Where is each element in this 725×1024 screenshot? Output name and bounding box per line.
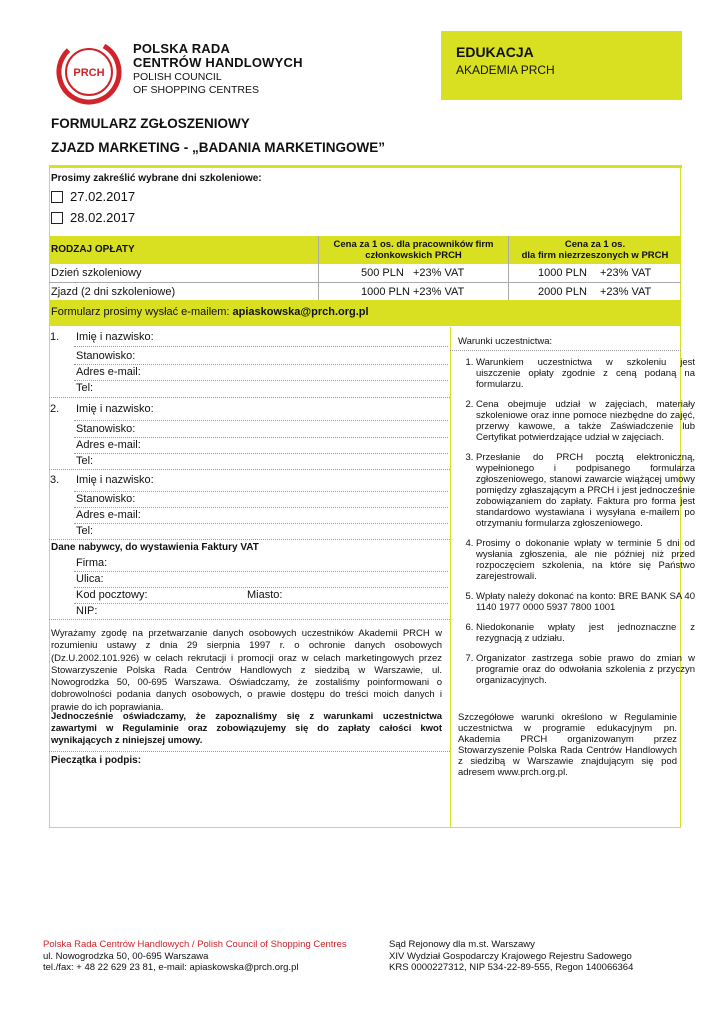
participant-3-number: 3.: [50, 474, 60, 486]
participant-1-position-label: Stanowisko:: [76, 350, 136, 362]
day-checkbox-2[interactable]: [51, 212, 63, 224]
fee-row-1-non-price: 1000 PLN: [538, 267, 587, 279]
buyer-nip-label: NIP:: [76, 605, 98, 617]
non-member-price-header-l2: dla firm niezrzeszonych w PRCH: [521, 250, 669, 261]
member-price-header: [319, 239, 508, 261]
participant-3-position-label: Stanowisko:: [76, 493, 136, 505]
participant-3-position-line[interactable]: [74, 507, 448, 508]
participant-3-tel-label: Tel:: [76, 525, 94, 537]
logo-text: PRCH: [73, 67, 105, 79]
org-name-en-1: POLISH COUNCIL: [133, 71, 222, 83]
participant-2-tel-line[interactable]: [49, 469, 450, 470]
event-title: ZJAZD MARKETING - „BADANIA MARKETINGOWE”: [51, 140, 385, 155]
buyer-firm-line[interactable]: [74, 571, 448, 572]
footer-court: Sąd Rejonowy dla m.st. Warszawy: [389, 939, 535, 950]
fee-row-2-member-vat: +23% VAT: [413, 286, 465, 298]
fee-row-1-name: Dzień szkoleniowy: [51, 267, 142, 279]
footer-contact: tel./fax: + 48 22 629 23 81, e-mail: apiaskowska@prch.org.pl: [43, 962, 299, 973]
participant-2-email-line[interactable]: [74, 453, 448, 454]
buyer-street-label: Ulica:: [76, 573, 104, 585]
non-member-price-header-l1: Cena za 1 os.: [564, 239, 626, 250]
participant-2-email-label: Adres e-mail:: [76, 439, 141, 451]
condition-item-7: 7. Organizator zastrzega sobie prawo do zmian w programie oraz do odwołania szkolenia z przyczyn organizacyjnych.: [476, 653, 695, 686]
regulations-note: Szczegółowe warunki określono w Regulaminie uczestnictwa w programie edukacyjnym pn. Akademia PRCH organizowanym przez Stowarzyszenie Polska Rada Centrów Handlowych z siedzibą w Warszawie znajdującym się pod adresem www.prch.org.pl.: [458, 712, 677, 778]
participant-1-tel-line[interactable]: [49, 397, 450, 398]
education-badge: [441, 31, 682, 100]
participant-3-tel-line[interactable]: [49, 539, 450, 540]
stamp-signature-label: Pieczątka i podpis:: [51, 755, 142, 766]
footer-org-name: Polska Rada Centrów Handlowych / Polish Council of Shopping Centres: [43, 939, 347, 950]
buyer-city-label: Miasto:: [247, 589, 283, 601]
form-title: FORMULARZ ZGŁOSZENIOWY: [51, 116, 250, 131]
buyer-firm-label: Firma:: [76, 557, 108, 569]
days-prompt: Prosimy zakreślić wybrane dni szkoleniowe:: [51, 173, 262, 184]
academy-subtitle: AKADEMIA PRCH: [456, 63, 555, 77]
condition-item-1: 1. Warunkiem uczestnictwa w szkoleniu jest uiszczenie opłaty zgodnie z ceną podaną na formularzu.: [476, 357, 695, 390]
footer-registry: KRS 0000227312, NIP 534-22-89-555, Regon 140066364: [389, 962, 634, 973]
fee-row-1-non-vat: +23% VAT: [600, 267, 652, 279]
participant-1-tel-label: Tel:: [76, 382, 94, 394]
non-member-price-header: [509, 239, 681, 261]
conditions-list: [458, 357, 695, 695]
org-name-pl-1: POLSKA RADA: [133, 41, 231, 56]
email-instruction-bar: [49, 300, 681, 326]
education-title: EDUKACJA: [456, 44, 534, 60]
conditions-divider: [450, 327, 451, 828]
day-label-2: 28.02.2017: [70, 210, 136, 225]
participant-3-name-label: Imię i nazwisko:: [76, 474, 154, 486]
fee-row-divider: [49, 282, 681, 283]
buyer-nip-line[interactable]: [49, 619, 450, 620]
buyer-section-title: Dane nabywcy, do wystawienia Faktury VAT: [51, 542, 259, 553]
org-name-pl-2: CENTRÓW HANDLOWYCH: [133, 55, 303, 70]
participant-2-position-line[interactable]: [74, 437, 448, 438]
participant-3-email-line[interactable]: [74, 523, 448, 524]
day-label-1: 27.02.2017: [70, 189, 136, 204]
buyer-postal-label: Kod pocztowy:: [76, 589, 148, 601]
condition-item-6: 6. Niedokonanie wpłaty jest jednoznaczne z rezygnacją z udziału.: [476, 622, 695, 644]
email-link[interactable]: apiaskowska@prch.org.pl: [232, 306, 369, 318]
footer-address: ul. Nowogrodzka 50, 00-695 Warszawa: [43, 950, 209, 962]
condition-item-2: 2. Cena obejmuje udział w zajęciach, materiały szkoleniowe oraz inne pomoce niezbędne do zajęć, przerwy kawowe, a także Zaświadczenie lub Certyfikat potwierdzające udział w zajęciach.: [476, 399, 695, 443]
buyer-postal-line[interactable]: [74, 603, 448, 604]
participant-2-tel-label: Tel:: [76, 455, 94, 467]
conditions-title-line: [450, 350, 681, 351]
conditions-title: Warunki uczestnictwa:: [458, 336, 553, 347]
participant-1-name-line[interactable]: [74, 346, 448, 347]
data-consent-text: Wyrażamy zgodę na przetwarzanie danych osobowych uczestników Akademii PRCH w rozumieniu ustawy z dnia 29 sierpnia 1997 r. o ochronie danych osobowych (Dz.U.2002.101.926) w celach rekrutacji i promocji oraz w celach marketingowych przez Stowarzyszenie Polska Rada Centrów Handlowych z siedzibą w Warszawie, ul. Nowogrodzka 50, 00-695 Warszawa. Oświadczamy, że zostaliśmy poinformowani o dobrowolności podania danych osobowych, o prawie dostępu do treści moich danych i prawie do ich poprawiania.: [51, 628, 442, 713]
email-instruction: [51, 306, 369, 318]
footer-left: [43, 939, 347, 974]
fee-col-divider-2: [508, 236, 509, 300]
terms-declaration: Jednocześnie oświadczamy, że zapoznaliśmy się z warunkami uczestnictwa zawartymi w Regulaminie oraz zobowiązujemy się do zapłaty całości kwot wynikających z niniejszej umowy.: [51, 711, 442, 746]
declaration-divider: [49, 751, 450, 752]
organization-name: [133, 42, 303, 96]
buyer-street-line[interactable]: [74, 587, 448, 588]
fee-row-2-non-vat: +23% VAT: [600, 286, 652, 298]
footer-right: [389, 939, 633, 974]
fee-row-2-member-price: 1000 PLN: [361, 286, 410, 298]
participant-1-name-label: Imię i nazwisko:: [76, 331, 154, 343]
prch-logo: [54, 37, 124, 107]
fee-row-2-non-price: 2000 PLN: [538, 286, 587, 298]
footer-department: XIV Wydział Gospodarczy Krajowego Rejestru Sadowego: [389, 950, 632, 962]
day-checkbox-1[interactable]: [51, 191, 63, 203]
org-name-en-2: OF SHOPPING CENTRES: [133, 84, 260, 96]
fee-type-header: RODZAJ OPŁATY: [51, 244, 135, 255]
participant-2-name-line[interactable]: [74, 420, 448, 421]
participant-1-number: 1.: [50, 331, 60, 343]
fee-row-2-name: Zjazd (2 dni szkoleniowe): [51, 286, 176, 298]
participant-1-email-label: Adres e-mail:: [76, 366, 141, 378]
condition-item-5: 5. Wpłaty należy dokonać na konto: BRE BANK SA 40 1140 1977 0000 5937 7800 1001: [476, 591, 695, 613]
condition-item-4: 4. Prosimy o dokonanie wpłaty w terminie 5 dni od wysłania zgłoszenia, ale nie później niż przed rozpoczęciem szkolenia, na które się Państwo zarejestrowali.: [476, 538, 695, 582]
participant-2-number: 2.: [50, 403, 60, 415]
fee-row-1-member-price: 500 PLN: [361, 267, 404, 279]
email-instruction-label: Formularz prosimy wysłać e-mailem:: [51, 306, 233, 318]
member-price-header-l2: członkowskich PRCH: [365, 250, 462, 261]
participant-2-position-label: Stanowisko:: [76, 423, 136, 435]
fee-row-1-member-vat: +23% VAT: [413, 267, 465, 279]
member-price-header-l1: Cena za 1 os. dla pracowników firm: [333, 239, 494, 250]
participant-1-position-line[interactable]: [74, 364, 448, 365]
participant-2-name-label: Imię i nazwisko:: [76, 403, 154, 415]
participant-1-email-line[interactable]: [74, 380, 448, 381]
fee-col-divider-1: [318, 236, 319, 300]
participant-3-email-label: Adres e-mail:: [76, 509, 141, 521]
condition-item-3: 3. Przesłanie do PRCH pocztą elektroniczną, wypełnionego i podpisanego formularza zgłoszeniowego, stanowi zawarcie wiążącej umowy pomiędzy zgłaszającym a PRCH i jest jednocześnie zobowiązaniem do zapłaty. Faktura pro forma jest standardowo wystawiana i wysyłana e-mailem po otrzymaniu formularza zgłoszeniowego.: [476, 452, 695, 529]
participant-3-name-line[interactable]: [74, 491, 448, 492]
